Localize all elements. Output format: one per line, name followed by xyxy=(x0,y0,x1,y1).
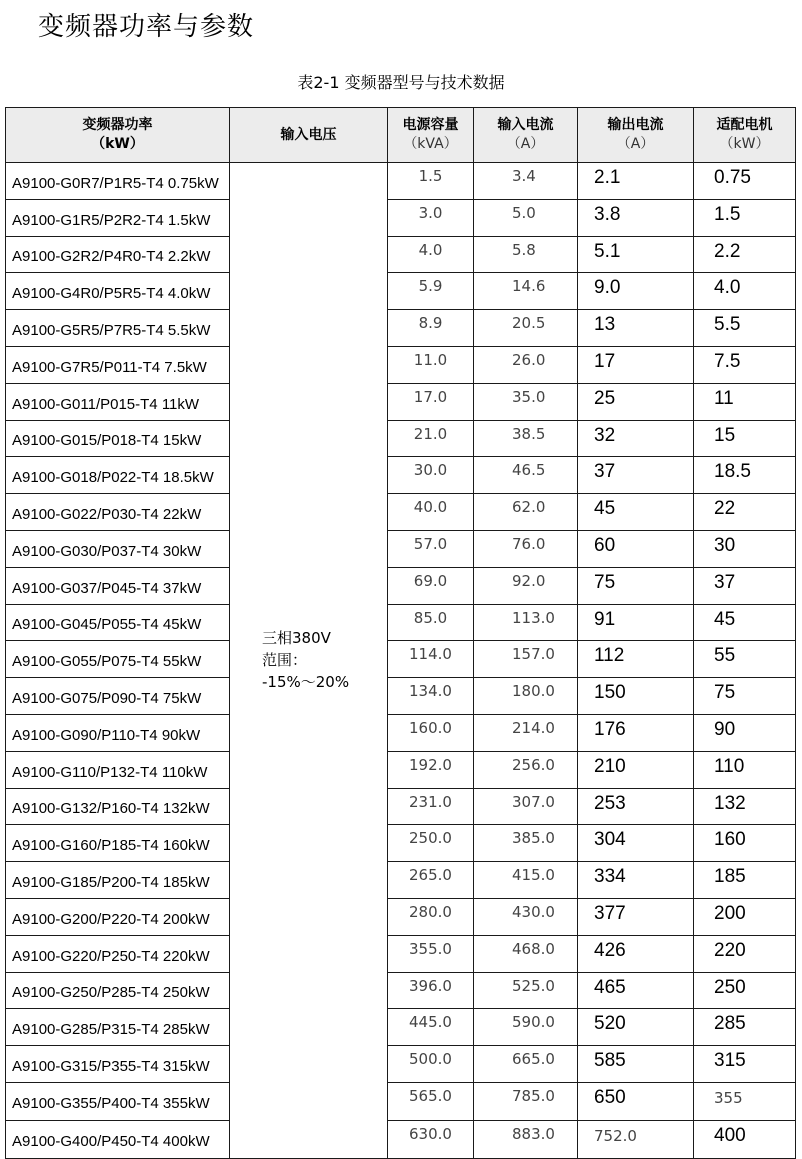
cell-motor: 45 xyxy=(694,604,796,641)
table-row xyxy=(6,494,796,531)
cell-capacity: 355.0 xyxy=(388,935,474,972)
input-voltage-line3: -15%～20% xyxy=(262,673,350,692)
cell-input-current: 62.0 xyxy=(474,494,578,531)
cell-capacity: 69.0 xyxy=(388,567,474,604)
cell-motor: 0.75 xyxy=(694,163,796,200)
cell-model: A9100-G200/P220-T4 200kW xyxy=(6,898,230,935)
table-row xyxy=(6,383,796,420)
cell-capacity: 500.0 xyxy=(388,1046,474,1083)
table-row xyxy=(6,788,796,825)
cell-capacity: 5.9 xyxy=(388,273,474,310)
cell-output-current: 520 xyxy=(578,1009,694,1046)
cell-input-current: 38.5 xyxy=(474,420,578,457)
cell-motor: 30 xyxy=(694,530,796,567)
cell-motor: 15 xyxy=(694,420,796,457)
cell-capacity: 57.0 xyxy=(388,530,474,567)
table-row xyxy=(6,898,796,935)
cell-output-current: 150 xyxy=(578,678,694,715)
header-power-label: 变频器功率 xyxy=(82,117,153,133)
cell-motor: 110 xyxy=(694,751,796,788)
cell-model: A9100-G4R0/P5R5-T4 4.0kW xyxy=(6,273,230,310)
cell-motor: 400 xyxy=(694,1120,796,1158)
table-row xyxy=(6,862,796,899)
table-row xyxy=(6,163,796,200)
header-capacity-unit: （kVA） xyxy=(403,136,458,152)
table-header-row xyxy=(6,108,796,163)
spec-table xyxy=(5,107,796,1159)
cell-model: A9100-G011/P015-T4 11kW xyxy=(6,383,230,420)
cell-model: A9100-G7R5/P011-T4 7.5kW xyxy=(6,346,230,383)
cell-capacity: 30.0 xyxy=(388,457,474,494)
cell-motor: 75 xyxy=(694,678,796,715)
table-row xyxy=(6,972,796,1009)
cell-motor: 55 xyxy=(694,641,796,678)
header-input-current-label: 输入电流 xyxy=(497,117,554,133)
cell-motor: 4.0 xyxy=(694,273,796,310)
cell-model: A9100-G090/P110-T4 90kW xyxy=(6,714,230,751)
cell-capacity: 85.0 xyxy=(388,604,474,641)
cell-output-current: 465 xyxy=(578,972,694,1009)
table-row xyxy=(6,273,796,310)
cell-input-current: 256.0 xyxy=(474,751,578,788)
header-output-current xyxy=(578,108,694,163)
cell-input-current: 92.0 xyxy=(474,567,578,604)
cell-output-current: 75 xyxy=(578,567,694,604)
cell-output-current: 304 xyxy=(578,825,694,862)
cell-input-current: 76.0 xyxy=(474,530,578,567)
cell-motor: 285 xyxy=(694,1009,796,1046)
cell-model: A9100-G355/P400-T4 355kW xyxy=(6,1082,230,1120)
cell-output-current: 37 xyxy=(578,457,694,494)
cell-output-current: 334 xyxy=(578,862,694,899)
header-capacity xyxy=(388,108,474,163)
table-row xyxy=(6,825,796,862)
cell-input-current: 430.0 xyxy=(474,898,578,935)
cell-output-current: 17 xyxy=(578,346,694,383)
cell-output-current: 377 xyxy=(578,898,694,935)
cell-model: A9100-G185/P200-T4 185kW xyxy=(6,862,230,899)
table-row xyxy=(6,1046,796,1083)
cell-output-current: 650 xyxy=(578,1082,694,1120)
cell-capacity: 231.0 xyxy=(388,788,474,825)
cell-output-current: 253 xyxy=(578,788,694,825)
table-row xyxy=(6,604,796,641)
cell-input-current: 35.0 xyxy=(474,383,578,420)
table-row xyxy=(6,1082,796,1120)
cell-model: A9100-G1R5/P2R2-T4 1.5kW xyxy=(6,199,230,236)
table-row xyxy=(6,678,796,715)
header-motor-unit: （kW） xyxy=(719,136,770,152)
table-row xyxy=(6,567,796,604)
cell-output-current: 210 xyxy=(578,751,694,788)
cell-output-current: 9.0 xyxy=(578,273,694,310)
cell-input-current: 307.0 xyxy=(474,788,578,825)
cell-model: A9100-G160/P185-T4 160kW xyxy=(6,825,230,862)
header-power-unit: （kW） xyxy=(91,136,144,152)
cell-model: A9100-G2R2/P4R0-T4 2.2kW xyxy=(6,236,230,273)
cell-input-current: 46.5 xyxy=(474,457,578,494)
cell-input-current: 157.0 xyxy=(474,641,578,678)
cell-capacity: 160.0 xyxy=(388,714,474,751)
header-motor xyxy=(694,108,796,163)
cell-model: A9100-G5R5/P7R5-T4 5.5kW xyxy=(6,310,230,347)
header-input-current-unit: （A） xyxy=(506,136,545,152)
table-row xyxy=(6,236,796,273)
input-voltage-line1: 三相380V xyxy=(262,629,331,648)
cell-capacity: 280.0 xyxy=(388,898,474,935)
cell-output-current: 32 xyxy=(578,420,694,457)
cell-capacity: 8.9 xyxy=(388,310,474,347)
cell-capacity: 445.0 xyxy=(388,1009,474,1046)
cell-motor: 1.5 xyxy=(694,199,796,236)
cell-capacity: 192.0 xyxy=(388,751,474,788)
cell-capacity: 1.5 xyxy=(388,163,474,200)
cell-capacity: 396.0 xyxy=(388,972,474,1009)
table-row xyxy=(6,310,796,347)
cell-capacity: 265.0 xyxy=(388,862,474,899)
cell-model: A9100-G285/P315-T4 285kW xyxy=(6,1009,230,1046)
cell-motor: 160 xyxy=(694,825,796,862)
cell-output-current: 25 xyxy=(578,383,694,420)
cell-input-voltage xyxy=(230,163,388,1159)
cell-capacity: 3.0 xyxy=(388,199,474,236)
table-row xyxy=(6,935,796,972)
cell-model: A9100-G315/P355-T4 315kW xyxy=(6,1046,230,1083)
cell-motor: 22 xyxy=(694,494,796,531)
page-title: 变频器功率与参数 xyxy=(38,12,255,42)
cell-motor: 18.5 xyxy=(694,457,796,494)
cell-model: A9100-G037/P045-T4 37kW xyxy=(6,567,230,604)
cell-capacity: 630.0 xyxy=(388,1120,474,1158)
cell-motor: 200 xyxy=(694,898,796,935)
table-row xyxy=(6,420,796,457)
cell-capacity: 40.0 xyxy=(388,494,474,531)
cell-model: A9100-G075/P090-T4 75kW xyxy=(6,678,230,715)
cell-output-current: 60 xyxy=(578,530,694,567)
cell-capacity: 250.0 xyxy=(388,825,474,862)
cell-motor: 2.2 xyxy=(694,236,796,273)
cell-output-current: 426 xyxy=(578,935,694,972)
cell-output-current: 5.1 xyxy=(578,236,694,273)
cell-output-current: 13 xyxy=(578,310,694,347)
cell-input-current: 590.0 xyxy=(474,1009,578,1046)
cell-output-current: 91 xyxy=(578,604,694,641)
cell-model: A9100-G018/P022-T4 18.5kW xyxy=(6,457,230,494)
cell-output-current: 2.1 xyxy=(578,163,694,200)
table-row xyxy=(6,346,796,383)
cell-output-current: 112 xyxy=(578,641,694,678)
cell-motor: 355 xyxy=(694,1082,796,1120)
cell-model: A9100-G132/P160-T4 132kW xyxy=(6,788,230,825)
cell-output-current: 45 xyxy=(578,494,694,531)
table-row xyxy=(6,457,796,494)
cell-input-current: 3.4 xyxy=(474,163,578,200)
cell-model: A9100-G250/P285-T4 250kW xyxy=(6,972,230,1009)
cell-motor: 185 xyxy=(694,862,796,899)
cell-input-current: 785.0 xyxy=(474,1082,578,1120)
table-row xyxy=(6,530,796,567)
cell-capacity: 134.0 xyxy=(388,678,474,715)
cell-input-current: 26.0 xyxy=(474,346,578,383)
cell-capacity: 11.0 xyxy=(388,346,474,383)
cell-input-current: 385.0 xyxy=(474,825,578,862)
cell-motor: 11 xyxy=(694,383,796,420)
cell-output-current: 585 xyxy=(578,1046,694,1083)
table-row xyxy=(6,199,796,236)
table-row xyxy=(6,714,796,751)
cell-motor: 132 xyxy=(694,788,796,825)
cell-input-current: 180.0 xyxy=(474,678,578,715)
table-row xyxy=(6,751,796,788)
header-voltage-label: 输入电压 xyxy=(280,126,337,143)
cell-capacity: 565.0 xyxy=(388,1082,474,1120)
cell-input-current: 525.0 xyxy=(474,972,578,1009)
cell-capacity: 17.0 xyxy=(388,383,474,420)
table-row xyxy=(6,641,796,678)
cell-model: A9100-G0R7/P1R5-T4 0.75kW xyxy=(6,163,230,200)
cell-motor: 7.5 xyxy=(694,346,796,383)
cell-model: A9100-G015/P018-T4 15kW xyxy=(6,420,230,457)
cell-output-current: 176 xyxy=(578,714,694,751)
header-output-current-unit: （A） xyxy=(616,136,655,152)
cell-input-current: 5.8 xyxy=(474,236,578,273)
cell-capacity: 21.0 xyxy=(388,420,474,457)
table-body xyxy=(6,163,796,1159)
cell-input-current: 665.0 xyxy=(474,1046,578,1083)
cell-motor: 90 xyxy=(694,714,796,751)
cell-input-current: 468.0 xyxy=(474,935,578,972)
cell-output-current: 3.8 xyxy=(578,199,694,236)
cell-model: A9100-G022/P030-T4 22kW xyxy=(6,494,230,531)
cell-input-current: 214.0 xyxy=(474,714,578,751)
cell-model: A9100-G400/P450-T4 400kW xyxy=(6,1120,230,1158)
header-input-current xyxy=(474,108,578,163)
cell-input-current: 883.0 xyxy=(474,1120,578,1158)
cell-model: A9100-G220/P250-T4 220kW xyxy=(6,935,230,972)
header-voltage xyxy=(230,108,388,163)
cell-input-current: 415.0 xyxy=(474,862,578,899)
header-motor-label: 适配电机 xyxy=(716,117,773,133)
cell-motor: 37 xyxy=(694,567,796,604)
cell-motor: 315 xyxy=(694,1046,796,1083)
cell-input-current: 20.5 xyxy=(474,310,578,347)
header-capacity-label: 电源容量 xyxy=(402,117,459,133)
cell-model: A9100-G030/P037-T4 30kW xyxy=(6,530,230,567)
cell-input-current: 113.0 xyxy=(474,604,578,641)
cell-output-current: 752.0 xyxy=(578,1120,694,1158)
cell-motor: 5.5 xyxy=(694,310,796,347)
cell-model: A9100-G045/P055-T4 45kW xyxy=(6,604,230,641)
cell-motor: 220 xyxy=(694,935,796,972)
cell-capacity: 114.0 xyxy=(388,641,474,678)
cell-motor: 250 xyxy=(694,972,796,1009)
cell-capacity: 4.0 xyxy=(388,236,474,273)
cell-input-current: 14.6 xyxy=(474,273,578,310)
table-caption: 表2-1 变频器型号与技术数据 xyxy=(297,73,505,92)
header-output-current-label: 输出电流 xyxy=(607,117,664,133)
input-voltage-line2: 范围： xyxy=(262,651,308,670)
table-row xyxy=(6,1120,796,1158)
header-power xyxy=(6,108,230,163)
cell-model: A9100-G110/P132-T4 110kW xyxy=(6,751,230,788)
cell-model: A9100-G055/P075-T4 55kW xyxy=(6,641,230,678)
cell-input-current: 5.0 xyxy=(474,199,578,236)
table-row xyxy=(6,1009,796,1046)
